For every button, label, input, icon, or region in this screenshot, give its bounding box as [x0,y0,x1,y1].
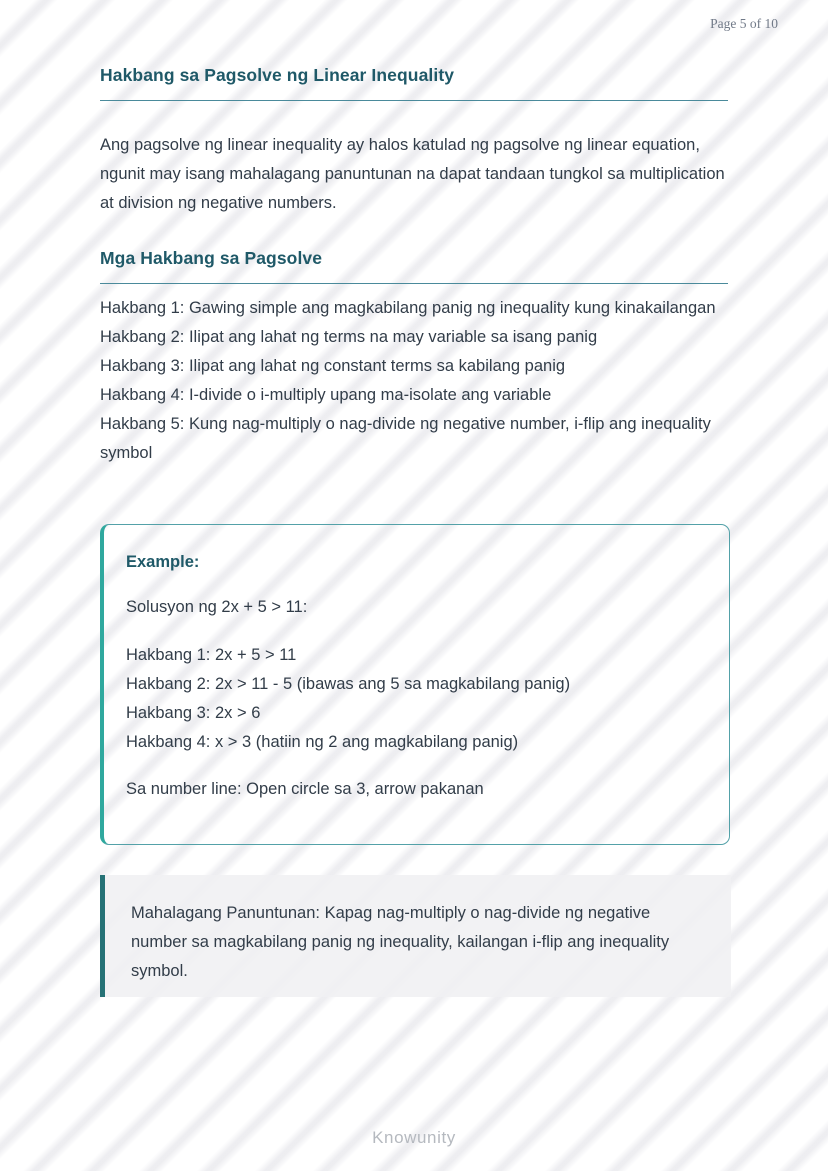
step-item: Hakbang 4: I-divide o i-multiply upang ma-isolate ang variable [100,386,552,404]
solution-step: Hakbang 4: x > 3 (hatiin ng 2 ang magkabilang panig) [126,733,519,751]
example-box [100,524,730,845]
solution-step: Hakbang 1: 2x + 5 > 11 [126,646,297,664]
solution-step: Hakbang 3: 2x > 6 [126,704,261,722]
important-note-text: Mahalagang Panuntunan: Kapag nag-multiply o nag-divide ng negative number sa magkabilang panig ng inequality, kailangan i-flip ang inequality symbol. [131,904,670,980]
step-item: Hakbang 5: Kung nag-multiply o nag-divide ng negative number, i-flip ang inequality symbol [100,415,711,462]
page-number: Page 5 of 10 [710,16,778,31]
important-note-box [100,875,731,997]
step-item: Hakbang 2: Ilipat ang lahat ng terms na may variable sa isang panig [100,328,598,346]
steps-list [100,294,728,468]
footer-brand: Knowunity [372,1128,456,1147]
number-line-note: Sa number line: Open circle sa 3, arrow pakanan [126,780,484,798]
step-item: Hakbang 3: Ilipat ang lahat ng constant terms sa kabilang panig [100,357,566,375]
steps-heading: Mga Hakbang sa Pagsolve [100,248,728,284]
example-problem: Solusyon ng 2x + 5 > 11: [126,598,308,616]
example-box-title: Example: [126,553,200,571]
example-solution-steps [126,641,705,757]
solution-step: Hakbang 2: 2x > 11 - 5 (ibawas ang 5 sa magkabilang panig) [126,675,571,693]
main-heading: Hakbang sa Pagsolve ng Linear Inequality [100,65,728,101]
step-item: Hakbang 1: Gawing simple ang magkabilang panig ng inequality kung kinakailangan [100,299,716,317]
intro-paragraph: Ang pagsolve ng linear inequality ay halos katulad ng pagsolve ng linear equation, ngunit may isang mahalagang panuntunan na dapat tandaan tungkol sa multiplication at division ng negative numbers. [100,135,725,212]
